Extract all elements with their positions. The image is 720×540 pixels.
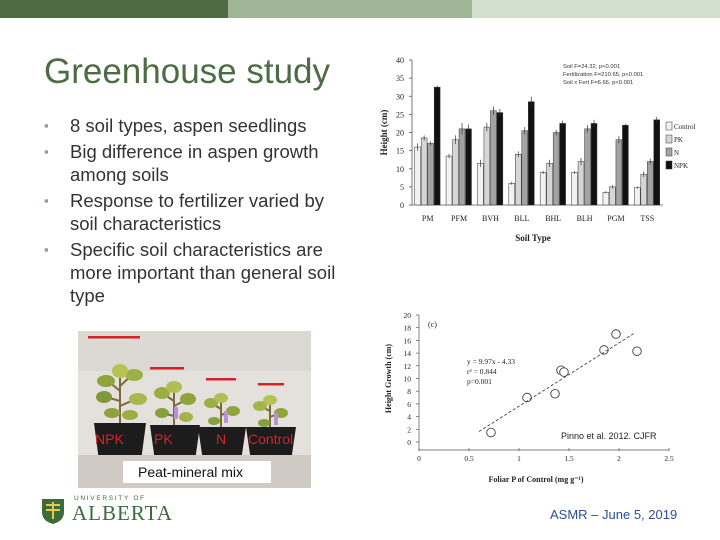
bar: [572, 172, 578, 205]
data-point: [560, 368, 569, 377]
photo-caption: Peat-mineral mix: [138, 464, 244, 480]
bar: [522, 131, 528, 205]
bar: [446, 156, 452, 205]
legend-swatch: [666, 135, 672, 143]
university-logo: [40, 495, 173, 527]
bar: [591, 123, 597, 205]
bullet-marker-icon: ▪: [44, 144, 49, 159]
footer-text: ASMR – June 5, 2019: [550, 507, 678, 522]
foliar-p-scatter-chart: [366, 305, 686, 490]
y-tick-label: 35: [396, 74, 404, 84]
bar: [547, 163, 553, 205]
y-axis-label: Height (cm): [379, 109, 389, 156]
x-tick-label: 1.5: [564, 454, 574, 463]
data-point: [600, 346, 609, 355]
bar: [484, 127, 490, 205]
y-tick-label: 20: [396, 128, 404, 138]
y-tick-label: 40: [396, 56, 404, 65]
x-tick-label: TSS: [640, 214, 655, 223]
stat-annotation: Fertilization F=210.65, p<0.001: [563, 72, 644, 78]
bar-chart-bars: [415, 86, 660, 205]
y-tick-label: 15: [396, 146, 404, 156]
bar: [497, 113, 503, 205]
bar: [528, 102, 534, 205]
legend-label: Control: [674, 123, 696, 131]
legend-swatch: [666, 148, 672, 156]
x-tick-label: 0.5: [464, 454, 474, 463]
bar: [634, 188, 640, 205]
bar-chart-annotation: [563, 64, 643, 86]
bar: [540, 172, 546, 205]
y-tick-label: 5: [400, 182, 404, 192]
bar: [560, 123, 566, 205]
x-tick-label: 2.5: [664, 454, 674, 463]
header-bar-light: [472, 0, 720, 18]
x-tick-label: BHL: [545, 214, 562, 223]
slide-title: Greenhouse study: [44, 52, 331, 91]
bar: [477, 163, 483, 205]
photo-label-n: N: [216, 431, 227, 447]
y-tick-label: 2: [407, 425, 411, 435]
plant-tag-icon: [174, 407, 178, 419]
y-tick-label: 10: [396, 164, 404, 174]
header-bar-dark: [0, 0, 228, 18]
logo-text-alberta: ALBERTA: [72, 501, 173, 525]
bar: [616, 140, 622, 205]
y-tick-label: 8: [407, 387, 411, 397]
data-point: [523, 393, 532, 402]
bullet-item: [44, 114, 344, 137]
bar: [654, 120, 660, 205]
stat-annotation: Soil F=24.32, p<0.001: [563, 64, 621, 70]
x-tick-label: 0: [417, 454, 421, 463]
legend-label: PK: [674, 136, 683, 144]
bar: [415, 147, 421, 205]
bar: [553, 133, 559, 206]
plant-tag-icon: [274, 413, 278, 425]
bar: [609, 187, 615, 205]
bullet-list: [44, 114, 344, 310]
bar: [466, 129, 472, 205]
y-tick-label: 25: [396, 110, 404, 120]
data-point: [551, 389, 560, 398]
x-tick-label: BLL: [514, 214, 530, 223]
legend-label: NPK: [674, 162, 689, 170]
legend-swatch: [666, 161, 672, 169]
x-axis-label: Foliar P of Control (mg g⁻¹): [488, 475, 584, 484]
y-tick-label: 20: [403, 311, 411, 320]
panel-label: (c): [428, 320, 437, 329]
bullet-item: [44, 238, 344, 307]
photo-label-control: Control: [248, 431, 294, 447]
bar: [490, 111, 496, 205]
x-tick-label: BLH: [576, 214, 593, 223]
bar: [434, 87, 440, 205]
legend-swatch: [666, 122, 672, 130]
height-bar-chart: [365, 50, 710, 250]
y-tick-label: 6: [407, 399, 411, 409]
data-point: [633, 347, 642, 356]
bullet-item: [44, 189, 344, 235]
equation-line: y = 9.97x - 4.33: [467, 357, 515, 366]
bar: [453, 140, 459, 205]
bar: [641, 174, 647, 205]
equation-line: r² = 0.844: [467, 367, 497, 376]
y-tick-label: 0: [400, 201, 404, 210]
bullet-text: Big difference in aspen growth among soils: [70, 141, 319, 185]
x-tick-label: BVH: [481, 214, 499, 223]
bullet-text: 8 soil types, aspen seedlings: [70, 115, 307, 136]
y-tick-label: 14: [403, 349, 411, 359]
logo-text-university: UNIVERSITY OF: [74, 495, 146, 502]
bar: [421, 138, 427, 205]
bar: [428, 143, 434, 205]
stat-annotation: Soil x Fert F=6.66, p<0.001: [563, 80, 634, 86]
bullet-marker-icon: ▪: [44, 242, 49, 257]
bar-chart-legend: [666, 122, 695, 170]
data-point: [487, 428, 496, 437]
y-tick-label: 16: [403, 336, 411, 346]
x-tick-label: 1: [517, 454, 521, 463]
plant-tag-icon: [224, 411, 228, 423]
header-bar-mid: [228, 0, 472, 18]
x-tick-label: 2: [617, 454, 621, 463]
y-axis-label: Height Growth (cm): [384, 343, 393, 414]
y-tick-label: 0: [407, 438, 411, 447]
y-tick-label: 4: [407, 412, 411, 422]
bar: [509, 183, 515, 205]
x-axis-label: Soil Type: [515, 233, 551, 243]
bar: [585, 129, 591, 205]
y-tick-label: 10: [403, 374, 411, 384]
greenhouse-photo: [78, 331, 311, 488]
bar: [578, 162, 584, 206]
data-point: [612, 330, 621, 339]
bar: [647, 162, 653, 206]
citation: Pinno et al. 2012. CJFR: [561, 431, 657, 441]
bar: [459, 129, 465, 205]
bar: [515, 154, 521, 205]
bar: [603, 192, 609, 205]
y-tick-label: 12: [403, 361, 411, 371]
equation-line: p=0.001: [467, 377, 492, 386]
photo-label-pk: PK: [154, 431, 173, 447]
bar: [622, 125, 628, 205]
photo-label-npk: NPK: [95, 431, 124, 447]
y-tick-label: 18: [403, 323, 411, 333]
x-tick-label: PM: [421, 214, 434, 223]
x-tick-label: PGM: [607, 214, 625, 223]
legend-label: N: [674, 149, 680, 157]
bullet-marker-icon: ▪: [44, 193, 49, 208]
y-tick-label: 30: [396, 92, 404, 102]
university-crest-icon: [40, 497, 66, 525]
bullet-text: Specific soil characteristics are more important than general soil type: [70, 239, 336, 306]
bullet-marker-icon: ▪: [44, 118, 49, 133]
bullet-text: Response to fertilizer varied by soil characteristics: [70, 190, 324, 234]
bullet-item: [44, 140, 344, 186]
x-tick-label: PFM: [451, 214, 468, 223]
